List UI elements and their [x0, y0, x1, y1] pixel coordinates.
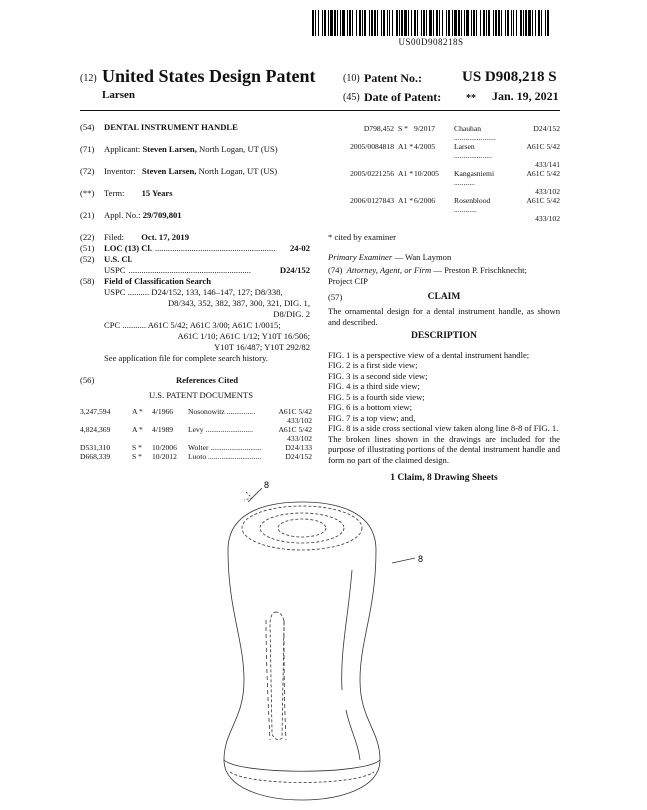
barcode-bar [423, 10, 425, 36]
barcode-bar [401, 10, 403, 36]
reference-number: D668,339 [80, 452, 111, 461]
barcode-bar [349, 10, 351, 36]
reference-row [80, 425, 312, 434]
figure-list [328, 350, 560, 434]
reference-kind [132, 425, 152, 434]
cpc-line2: A61C 1/10; A61C 1/12; Y10T 16/506; [177, 331, 310, 341]
left-references [80, 407, 312, 461]
claims-sheets: 1 Claim, 8 Drawing Sheets [390, 473, 498, 483]
shade-lower [346, 710, 360, 760]
barcode [312, 10, 550, 36]
reference-inventor: Kangasniemi [454, 169, 495, 178]
uspc-value: D24/152 [279, 265, 310, 275]
barcode-bar [483, 10, 485, 36]
reference-class: A61C 5/42 [278, 407, 312, 416]
barcode-bar [493, 10, 494, 36]
barcode-bar [473, 10, 475, 36]
refs-code: (56) [80, 375, 95, 385]
barcode-bar [501, 10, 502, 36]
reference-inventor: Wolter [188, 443, 209, 452]
reference-class: A61C 5/42 [526, 142, 560, 151]
barcode-bar [337, 10, 338, 36]
reference-date: 10/2006 [152, 443, 177, 452]
description-heading: DESCRIPTION [411, 331, 477, 341]
attorney-label: Attorney, Agent, or Firm [346, 265, 432, 275]
field-uspc-line2: D8/343, 352, 382, 387, 300, 321, DIG. 1, [167, 298, 310, 308]
loc-label: LOC (13) Cl. [104, 243, 152, 253]
attorney [328, 265, 560, 286]
reference-kind-code: A1 [398, 196, 408, 205]
figure-description: FIG. 2 is a first side view; [328, 360, 418, 370]
barcode-bar [429, 10, 432, 36]
barcode-bar [454, 10, 457, 36]
field-uspc-line3: D8/DIG. 2 [273, 309, 310, 319]
figure-description: FIG. 5 is a fourth side view; [328, 391, 425, 402]
barcode-bar [446, 10, 447, 36]
figure-description: FIG. 6 is a bottom view; [328, 402, 413, 412]
reference-name [188, 425, 266, 434]
reference-row [328, 124, 560, 142]
term-value: 15 Years [141, 188, 173, 198]
barcode-bar [387, 10, 388, 36]
barcode-bar [486, 10, 487, 36]
barcode-bar [396, 10, 398, 36]
reference-inventor: Larsen [454, 142, 475, 151]
attorney-code: (74) [328, 265, 343, 275]
barcode-bar [532, 10, 533, 36]
uscl-row [80, 254, 312, 265]
figure-description: FIG. 1 is a perspective view of a dental instrument handle; [328, 349, 530, 360]
handle-outline [224, 502, 380, 800]
reference-inventor: Rosenblood [454, 196, 491, 205]
field-row [80, 276, 312, 364]
attorney-name: — Preston P. Frischknecht; [431, 265, 527, 275]
reference-kind [398, 169, 414, 187]
reference-kind-code: A1 [398, 142, 408, 151]
reference-inventor: Chauhan [454, 124, 481, 133]
barcode-bar [389, 10, 390, 36]
barcode-bar [383, 10, 385, 36]
barcode-bar [374, 10, 376, 36]
barcode-bar [322, 10, 323, 36]
barcode-bar [312, 10, 314, 36]
claim-text: The ornamental design for a dental instrument handle, as shown and described. [328, 306, 560, 327]
reference-date: 10/2005 [414, 169, 439, 178]
reference-name [454, 196, 514, 214]
reference-dots: ......................... [205, 425, 253, 434]
uspc-dots: ......................................................... [128, 265, 251, 275]
reference-dots: ........... [454, 178, 475, 187]
reference-kind [132, 407, 152, 416]
reference-name [454, 142, 514, 160]
barcode-bar [461, 10, 462, 36]
barcode-bar [364, 10, 366, 36]
field-code: (58) [80, 276, 95, 286]
barcode-bar [433, 10, 434, 36]
left-column [80, 122, 312, 461]
uscl-label: U.S. Cl. [104, 254, 133, 264]
us-docs-label: U.S. PATENT DOCUMENTS [148, 390, 254, 400]
barcode-bar [505, 10, 506, 36]
barcode-bar [414, 10, 416, 36]
reference-class: A61C 5/42 [526, 169, 560, 178]
loc-code: (51) [80, 243, 95, 253]
reference-class: A61C 5/42 [278, 425, 312, 434]
reference-number: 2005/0221256 [350, 169, 394, 178]
broken-lines-note: The broken lines shown in the drawings are included for the purpose of illustrating portions of the dental instrument handle and form no part of the claimed design. [328, 433, 560, 465]
barcode-bar [408, 10, 409, 36]
barcode-bar [436, 10, 438, 36]
barcode-bar [439, 10, 440, 36]
figure-description: FIG. 8 is a side cross sectional view taken along line 8-8 of FIG. 1. [328, 423, 559, 433]
filed-label: Filed: [104, 232, 125, 242]
barcode-bar [538, 10, 540, 36]
reference-star: * [409, 169, 413, 178]
barcode-bar [342, 10, 345, 36]
reference-date: 10/2012 [152, 452, 177, 461]
barcode-bar [480, 10, 481, 36]
barcode-number: US00D908218S [398, 37, 464, 47]
reference-name [188, 407, 266, 416]
uspc-label: USPC [104, 265, 126, 275]
barcode-bar [513, 10, 514, 36]
barcode-bar [511, 10, 512, 36]
barcode-bar [545, 10, 546, 36]
uscl-code: (52) [80, 254, 95, 264]
field-uspc-line1: USPC .......... D24/152, 133, 146–147, 127; D8/338, [104, 287, 283, 297]
reference-class-secondary: 433/102 [287, 434, 312, 443]
shade-right [342, 570, 352, 690]
barcode-bar [523, 10, 524, 36]
barcode-bar [452, 10, 453, 36]
header-rule [80, 110, 560, 111]
reference-kind [398, 142, 414, 160]
barcode-bar [466, 10, 469, 36]
date-marker: ** [466, 93, 476, 104]
reference-date: 4/1966 [152, 407, 174, 416]
inventor-row [80, 166, 312, 177]
barcode-bar [330, 10, 333, 36]
section-line-right [392, 558, 415, 563]
primary-examiner-label: Primary Examiner [328, 251, 393, 262]
reference-kind-code: S [132, 443, 137, 452]
applicant-location: North Logan, UT (US) [199, 144, 278, 154]
title-row [80, 122, 312, 133]
refs-row [80, 375, 312, 386]
reference-inventor: Levy [188, 425, 204, 434]
term-code: (**) [80, 188, 95, 198]
reference-number: D798,452 [363, 124, 394, 133]
barcode-bar [448, 10, 450, 36]
reference-dots: ............ [454, 205, 477, 214]
code-45: (45) [343, 92, 360, 103]
reference-number: D531,310 [80, 443, 111, 452]
barcode-bar [356, 10, 357, 36]
barcode-bar [421, 10, 422, 36]
reference-name [188, 452, 266, 461]
right-column [328, 124, 560, 484]
loc-value: 24-02 [289, 243, 310, 253]
cited-by-examiner: * cited by examiner [328, 232, 397, 242]
top-center [278, 519, 326, 537]
handle-drawing [200, 470, 460, 810]
filed-value: Oct. 17, 2019 [141, 232, 189, 242]
title-code: (54) [80, 122, 95, 132]
reference-kind [398, 124, 414, 142]
barcode-bar [347, 10, 348, 36]
applicant-label: Applicant: [104, 144, 141, 154]
barcode-bar [315, 10, 316, 36]
barcode-bar [528, 10, 531, 36]
right-references [328, 124, 560, 223]
reference-star: * [138, 425, 143, 434]
bottom-band [224, 760, 380, 771]
appl-label: Appl. No.: [104, 210, 141, 220]
barcode-bar [520, 10, 522, 36]
barcode-bar [362, 10, 363, 36]
barcode-bar [541, 10, 542, 36]
barcode-bar [464, 10, 465, 36]
section-line-top [248, 488, 262, 502]
groove-center [284, 620, 286, 740]
reference-number: 2006/0127843 [350, 196, 394, 205]
document-type: United States Design Patent [102, 66, 316, 86]
barcode-bar [318, 10, 319, 36]
reference-row [80, 407, 312, 416]
reference-date: 6/2006 [414, 196, 436, 205]
uspc-row [80, 265, 312, 276]
barcode-bar [411, 10, 412, 36]
patent-number-label: Patent No.: [364, 71, 422, 85]
reference-class-secondary: 433/102 [535, 214, 560, 223]
reference-dots: ........................... [210, 443, 262, 452]
reference-number: 2005/0084818 [350, 142, 394, 151]
primary-examiner-name: — Wan Laymon [392, 251, 452, 262]
loc-row [80, 243, 312, 254]
reference-class-secondary: 433/102 [287, 416, 312, 425]
section-label-top: 8 [264, 480, 270, 490]
barcode-bar [495, 10, 497, 36]
barcode-bar [371, 10, 373, 36]
reference-row [328, 169, 560, 187]
barcode-bar [426, 10, 427, 36]
reference-name [454, 124, 514, 142]
groove-left [266, 620, 270, 740]
reference-kind-code: S [132, 452, 137, 461]
barcode-bar [381, 10, 382, 36]
barcode-bar [458, 10, 460, 36]
reference-name [454, 169, 514, 187]
invention-title: DENTAL INSTRUMENT HANDLE [104, 122, 238, 132]
refs-label: References Cited [175, 375, 239, 385]
figure-description: FIG. 3 is a second side view; [328, 370, 428, 381]
term-row [80, 188, 312, 199]
inventor-code: (72) [80, 166, 95, 176]
barcode-bar [328, 10, 329, 36]
reference-class: D24/152 [533, 124, 560, 133]
reference-date: 4/2005 [414, 142, 436, 151]
barcode-bar [498, 10, 500, 36]
see-application: See application file for complete search history. [104, 353, 268, 363]
inventor-surname: Larsen [102, 89, 135, 101]
side-slot [270, 612, 284, 740]
barcode-bar [417, 10, 418, 36]
reference-kind-code: S [398, 124, 403, 133]
appl-code: (21) [80, 210, 95, 220]
reference-class: A61C 5/42 [526, 196, 560, 205]
applicant-name: Steven Larsen, [142, 144, 197, 154]
barcode-bar [442, 10, 443, 36]
reference-star: * [138, 443, 142, 452]
reference-dots: ...................... [454, 133, 496, 142]
barcode-bar [471, 10, 472, 36]
barcode-bar [535, 10, 536, 36]
inventor-label: Inventor: [104, 166, 136, 176]
reference-dots: ............... [226, 407, 256, 416]
code-10: (10) [343, 73, 360, 84]
reference-row [328, 196, 560, 214]
appl-value: 29/709,801 [142, 210, 182, 220]
reference-dots: ............................ [208, 452, 262, 461]
filed-row [80, 232, 312, 243]
reference-inventor: Luoto [188, 452, 207, 461]
claim-heading: CLAIM [427, 292, 461, 302]
term-label: Term: [104, 188, 125, 198]
inventor-name: Steven Larsen, [141, 166, 197, 176]
barcode-bar [392, 10, 393, 36]
appl-row [80, 210, 312, 221]
barcode-bar [507, 10, 509, 36]
reference-star: * [404, 124, 408, 133]
top-inner-rim [260, 513, 344, 543]
barcode-bar [547, 10, 549, 36]
reference-kind [132, 443, 152, 452]
reference-star: * [409, 142, 413, 151]
figure-description: FIG. 4 is a third side view; [328, 381, 420, 391]
claim-heading-row [328, 292, 560, 304]
cpc-line3: Y10T 16/487; Y10T 292/82 [213, 342, 310, 352]
reference-row [80, 452, 312, 461]
bottom-edge [230, 772, 374, 783]
barcode-bar [476, 10, 477, 36]
barcode-bar [334, 10, 336, 36]
reference-number: 4,824,369 [80, 425, 111, 434]
applicant-code: (71) [80, 144, 95, 154]
reference-kind-code: A [132, 425, 138, 434]
reference-date: 4/1989 [152, 425, 174, 434]
reference-row [80, 443, 312, 452]
reference-kind [398, 196, 414, 214]
reference-class: D24/133 [285, 443, 312, 452]
patent-date: Jan. 19, 2021 [492, 89, 559, 103]
barcode-bar [324, 10, 326, 36]
reference-class-secondary: 433/141 [535, 160, 560, 169]
reference-dots: .................... [454, 151, 492, 160]
barcode-bar [359, 10, 361, 36]
reference-star: * [138, 452, 142, 461]
reference-kind-code: A1 [398, 169, 408, 178]
reference-class: D24/152 [285, 452, 312, 461]
reference-star: * [409, 196, 413, 205]
patent-number: US D908,218 S [462, 69, 557, 85]
reference-name [188, 443, 266, 452]
barcode-bar [488, 10, 490, 36]
reference-star: * [138, 407, 143, 416]
reference-number: 3,247,594 [80, 407, 111, 416]
barcode-bar [525, 10, 527, 36]
barcode-bar [399, 10, 400, 36]
filed-code: (22) [80, 232, 95, 242]
section-label-right: 8 [418, 554, 424, 564]
code-12: (12) [80, 73, 97, 84]
reference-inventor: Nosonowitz [188, 407, 225, 416]
barcode-bar [516, 10, 517, 36]
barcode-bar [369, 10, 370, 36]
reference-date: 9/2017 [414, 124, 436, 133]
inventor-location: North Logan, UT (US) [198, 166, 278, 176]
applicant-row [80, 144, 312, 155]
barcode-bar [340, 10, 341, 36]
cpc-line1: CPC ........... A61C 5/42; A61C 3/00; A61C 1/0015; [104, 320, 281, 330]
field-label: Field of Classification Search [104, 276, 212, 286]
reference-row [328, 142, 560, 160]
reference-class-secondary: 433/102 [535, 187, 560, 196]
reference-kind-code: A [132, 407, 138, 416]
attorney-name-2: Project CIP [328, 275, 368, 286]
barcode-bar [404, 10, 407, 36]
barcode-bar [377, 10, 378, 36]
figure-description: FIG. 7 is a top view; and, [328, 412, 416, 423]
claim-code: (57) [328, 292, 343, 302]
date-label: Date of Patent: [364, 90, 442, 104]
loc-dots: ........................................................ [154, 243, 276, 253]
barcode-bar [352, 10, 353, 36]
reference-kind [132, 452, 152, 461]
primary-examiner [328, 252, 560, 263]
